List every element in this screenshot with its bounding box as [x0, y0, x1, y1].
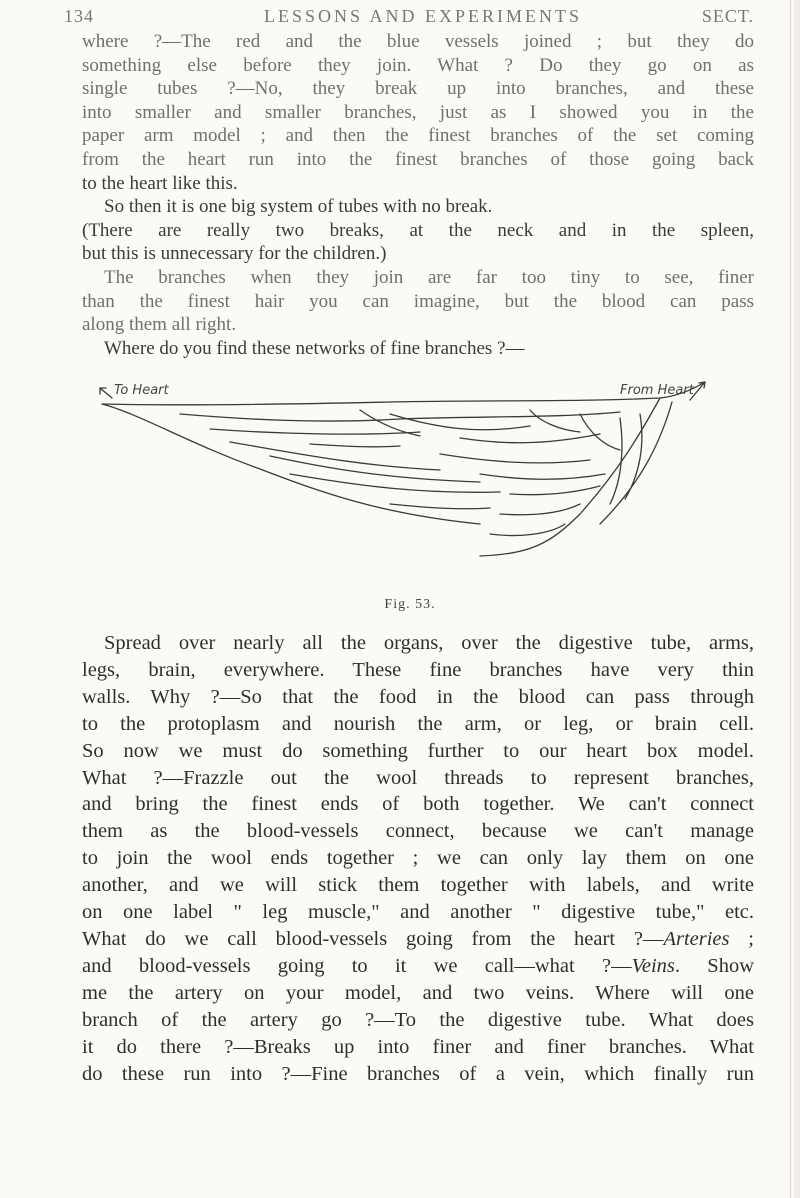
- text-line: paper arm model ; and then the finest branches of the set coming: [82, 125, 754, 147]
- figure-capillary-network: [60, 374, 760, 584]
- text-line: walls. Why ?—So that the food in the blood can pass through: [82, 685, 754, 708]
- text-line: to the heart like this.: [82, 172, 238, 194]
- page-header: [64, 4, 754, 30]
- text-line: What ?—Frazzle out the wool threads to represent branches,: [82, 766, 754, 789]
- figure-caption: Fig. 53.: [384, 597, 436, 612]
- text-line: to the protoplasm and nourish the arm, or leg, or brain cell.: [82, 712, 754, 735]
- arrow-to-heart-icon: [100, 388, 112, 398]
- text-line: where ?—The red and the blue vessels joined ; but they do: [82, 31, 754, 52]
- term-veins: Veins: [631, 954, 675, 977]
- text-line: single tubes ?—No, they break up into branches, and these: [82, 78, 754, 100]
- text-line: branch of the artery go ?—To the digestive tube. What does: [82, 1008, 754, 1031]
- text-line: Spread over nearly all the organs, over the digestive tube, arms,: [104, 632, 754, 654]
- text-line: something else before they join. What ? Do they go on as: [82, 54, 754, 76]
- text-line: from the heart run into the finest branches of those going back: [82, 148, 754, 170]
- term-arteries: Arteries: [663, 927, 730, 950]
- text-line: Where do you find these networks of fine branches ?—: [104, 337, 525, 359]
- text-line: along them all right.: [82, 314, 237, 336]
- text-line: legs, brain, everywhere. These fine branches have very thin: [82, 658, 754, 681]
- text-line: So now we must do something further to our heart box model.: [82, 739, 754, 762]
- text-line: and bring the finest ends of both together. We can't connect: [82, 793, 754, 816]
- text-line: another, and we will stick them together with labels, and write: [82, 874, 754, 897]
- text-line: do these run into ?—Fine branches of a vein, which finally run: [82, 1062, 754, 1085]
- capillary-diagram: [60, 374, 760, 584]
- text-line: me the artery on your model, and two veins. Where will one: [82, 981, 754, 1004]
- text-line: than the finest hair you can imagine, but the blood can pass: [82, 290, 754, 312]
- page-edge-line: [790, 0, 791, 1198]
- section-label: SECT.: [701, 6, 754, 26]
- text-line: to join the wool ends together ; we can only lay them on one: [82, 847, 754, 870]
- page-number: 134: [64, 6, 94, 26]
- paragraph-upper: [82, 30, 754, 360]
- label-to-heart: To Heart: [114, 383, 169, 398]
- text-line: into smaller and smaller branches, just as I showed you in the: [82, 101, 754, 123]
- paragraph-lower: [82, 630, 754, 1087]
- text-line: So then it is one big system of tubes with no break.: [104, 196, 493, 218]
- label-from-heart: From Heart: [620, 383, 694, 398]
- text-fragment: What do we call blood-vessels going from the heart ?—: [82, 927, 664, 950]
- text-line: on one label " leg muscle," and another " digestive tube," etc.: [82, 901, 754, 924]
- text-line: and blood-vessels going to it we call—what ?—Veins. Show: [82, 954, 754, 977]
- running-title: LESSONS AND EXPERIMENTS: [264, 6, 583, 26]
- text-line: it do there ?—Breaks up into finer and finer branches. What: [82, 1035, 754, 1058]
- text-line: What do we call blood-vessels going from the heart ?—Arteries ;: [82, 927, 754, 950]
- text-fragment: . Show: [674, 954, 754, 977]
- page-edge-shadow: [794, 0, 800, 1198]
- text-line: but this is unnecessary for the children.): [82, 243, 387, 265]
- text-line: them as the blood-vessels connect, because we can't manage: [82, 820, 754, 843]
- text-line: The branches when they join are far too tiny to see, finer: [104, 266, 754, 288]
- text-line: (There are really two breaks, at the neck and in the spleen,: [82, 219, 754, 241]
